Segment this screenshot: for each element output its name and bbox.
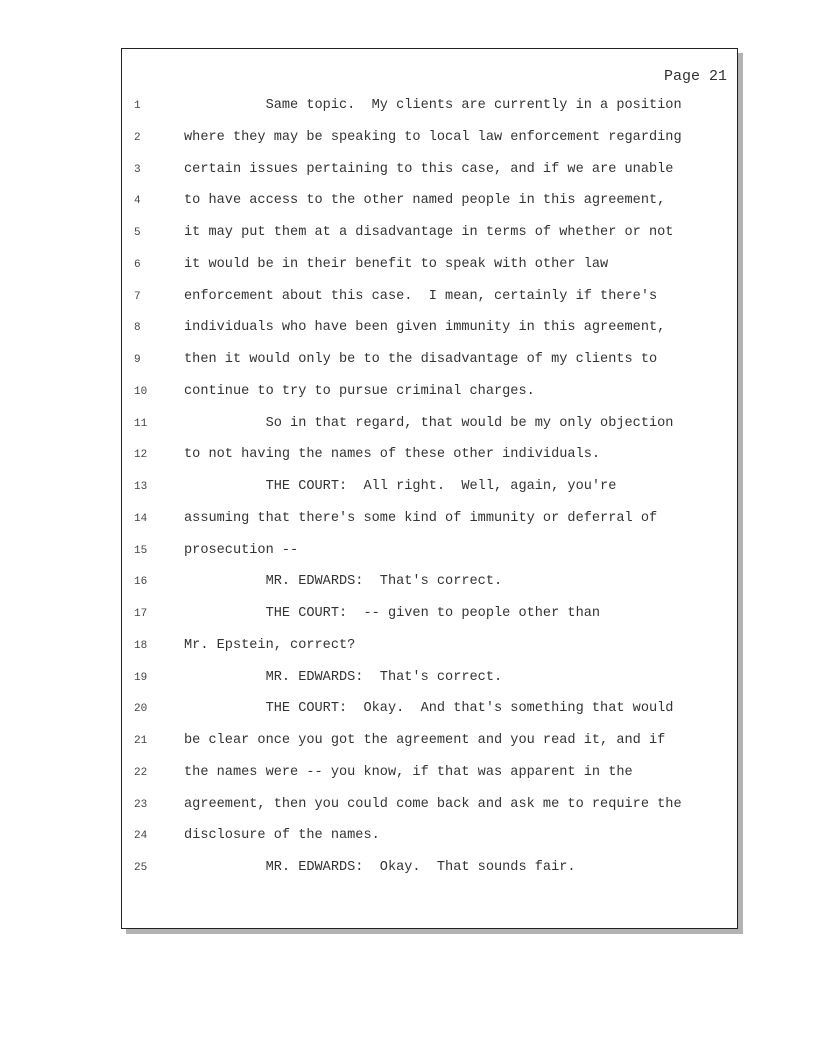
line-text: assuming that there's some kind of immunity or deferral of: [184, 510, 658, 526]
transcript-line: [122, 764, 737, 796]
line-number: 9: [134, 354, 141, 366]
transcript-line: [122, 859, 737, 891]
line-text: prosecution --: [184, 542, 299, 558]
line-text: then it would only be to the disadvantage of my clients to: [184, 352, 658, 367]
line-text: Same topic. My clients are currently in a position: [184, 98, 682, 113]
transcript-line: [122, 351, 737, 383]
transcript-line: [122, 573, 737, 605]
line-number: 11: [134, 417, 148, 430]
line-text: where they may be speaking to local law enforcement regarding: [184, 129, 682, 145]
line-number: 23: [134, 798, 148, 811]
line-text: it may put them at a disadvantage in terms of whether or not: [184, 225, 674, 240]
line-number: 8: [134, 322, 141, 335]
transcript-line: [122, 669, 737, 701]
transcript-line: [122, 256, 737, 288]
line-number: 10: [134, 385, 148, 398]
line-text: THE COURT: Okay. And that's something that would: [184, 701, 674, 717]
line-text: MR. EDWARDS: That's correct.: [184, 669, 503, 685]
line-number: 5: [134, 227, 141, 239]
line-number: 4: [134, 195, 141, 208]
transcript-lines: [122, 97, 737, 891]
line-number: 6: [134, 258, 141, 271]
transcript-line: [122, 383, 737, 415]
line-text: certain issues pertaining to this case, and if we are unable: [184, 161, 674, 177]
line-number: 2: [134, 131, 141, 144]
transcript-line: [122, 161, 737, 193]
page-number: Page 21: [663, 68, 727, 85]
line-text: THE COURT: All right. Well, again, you're: [184, 479, 617, 494]
transcript-page: [121, 48, 738, 929]
transcript-line: [122, 129, 737, 161]
transcript-line: [122, 446, 737, 478]
line-number: 16: [134, 576, 148, 589]
line-number: 12: [134, 449, 148, 462]
transcript-line: [122, 224, 737, 256]
line-number: 21: [134, 735, 148, 747]
line-text: enforcement about this case. I mean, certainly if there's: [184, 288, 658, 304]
line-text: So in that regard, that would be my only objection: [184, 415, 674, 431]
transcript-line: [122, 510, 737, 542]
transcript-line: [122, 605, 737, 637]
line-number: 1: [134, 100, 141, 112]
line-number: 15: [134, 544, 148, 557]
line-text: agreement, then you could come back and ask me to require the: [184, 796, 682, 812]
transcript-line: [122, 97, 737, 129]
line-text: to not having the names of these other individuals.: [184, 447, 601, 463]
line-number: 19: [134, 671, 148, 684]
line-number: 14: [134, 512, 148, 525]
line-text: Mr. Epstein, correct?: [184, 637, 356, 653]
transcript-line: [122, 288, 737, 320]
line-number: 24: [134, 830, 148, 843]
line-text: individuals who have been given immunity in this agreement,: [184, 320, 666, 336]
transcript-line: [122, 319, 737, 351]
line-text: THE COURT: -- given to people other than: [184, 606, 601, 621]
transcript-line: [122, 700, 737, 732]
line-number: 13: [134, 481, 148, 493]
line-number: 22: [134, 766, 148, 779]
transcript-line: [122, 732, 737, 764]
line-number: 7: [134, 290, 141, 303]
line-number: 25: [134, 862, 148, 874]
transcript-line: [122, 637, 737, 669]
line-number: 20: [134, 703, 148, 716]
transcript-line: [122, 415, 737, 447]
line-text: disclosure of the names.: [184, 828, 380, 844]
line-text: it would be in their benefit to speak with other law: [184, 256, 609, 272]
transcript-line: [122, 796, 737, 828]
line-text: the names were -- you know, if that was apparent in the: [184, 764, 633, 780]
line-number: 17: [134, 608, 148, 620]
line-number: 3: [134, 163, 141, 176]
line-text: to have access to the other named people in this agreement,: [184, 193, 666, 209]
line-text: MR. EDWARDS: Okay. That sounds fair.: [184, 860, 576, 875]
line-text: be clear once you got the agreement and you read it, and if: [184, 733, 666, 748]
transcript-line: [122, 542, 737, 574]
line-text: MR. EDWARDS: That's correct.: [184, 574, 503, 590]
line-number: 18: [134, 639, 148, 652]
transcript-line: [122, 192, 737, 224]
transcript-line: [122, 478, 737, 510]
line-text: continue to try to pursue criminal charges.: [184, 383, 535, 399]
transcript-line: [122, 827, 737, 859]
